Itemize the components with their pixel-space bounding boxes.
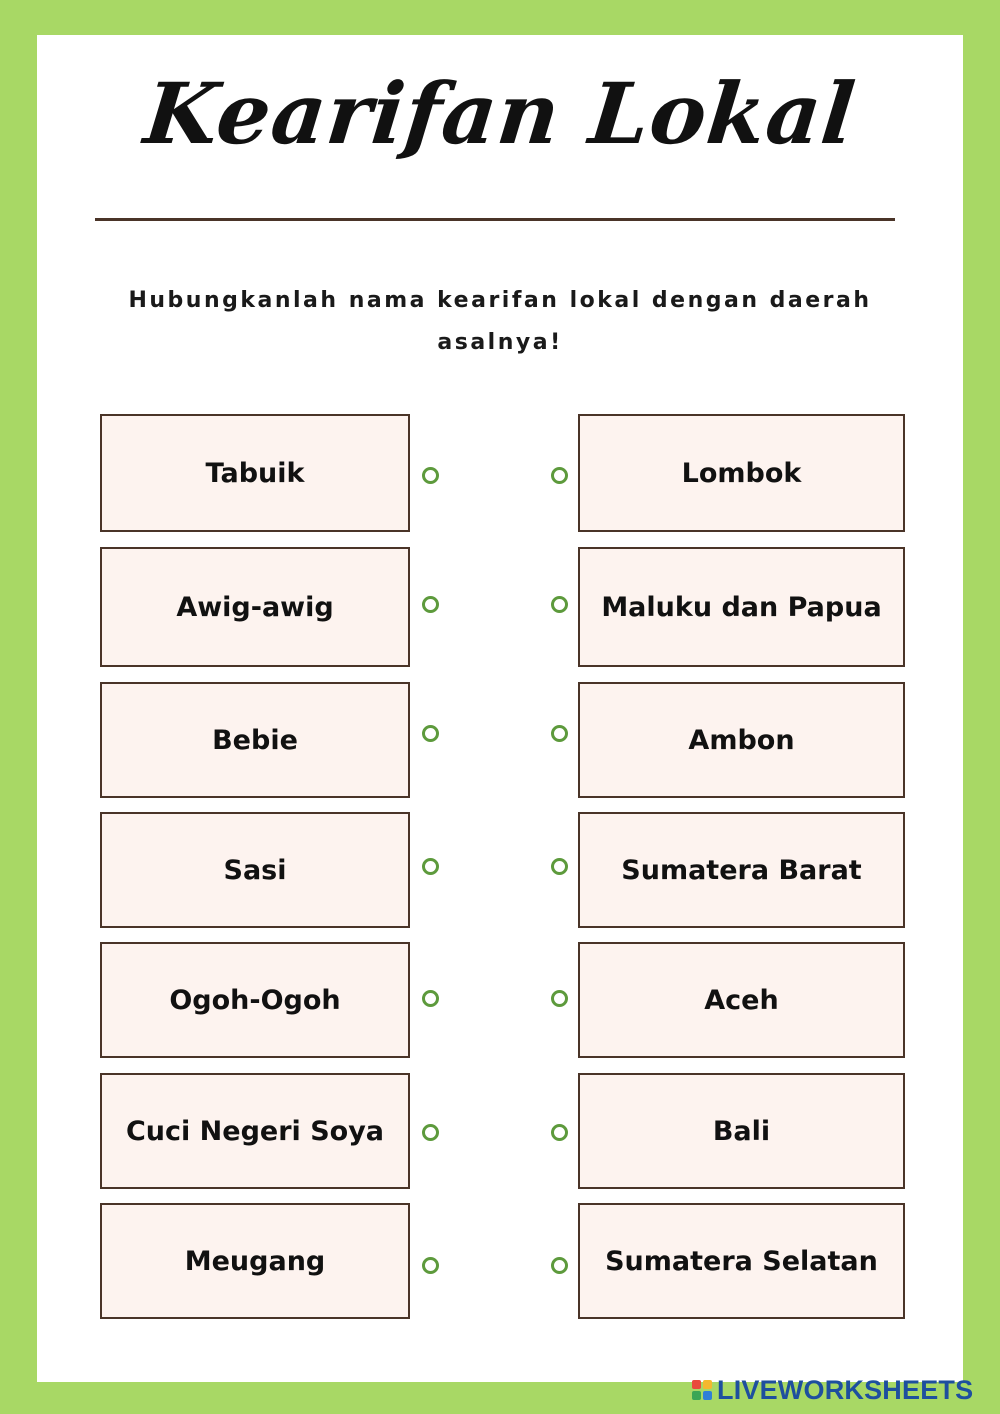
left-item-tabuik[interactable]: Tabuik xyxy=(100,414,410,532)
right-connector-dot[interactable] xyxy=(551,1124,568,1141)
left-item-cuci-negeri-soya[interactable]: Cuci Negeri Soya xyxy=(100,1073,410,1189)
right-connector-dot[interactable] xyxy=(551,467,568,484)
right-item-maluku-dan-papua[interactable]: Maluku dan Papua xyxy=(578,547,905,667)
right-item-lombok[interactable]: Lombok xyxy=(578,414,905,532)
left-connector-dot[interactable] xyxy=(422,858,439,875)
right-connector-dot[interactable] xyxy=(551,596,568,613)
left-connector-dot[interactable] xyxy=(422,990,439,1007)
title-divider xyxy=(95,218,895,221)
left-item-bebie[interactable]: Bebie xyxy=(100,682,410,798)
right-item-sumatera-barat[interactable]: Sumatera Barat xyxy=(578,812,905,928)
right-connector-dot[interactable] xyxy=(551,1257,568,1274)
left-connector-dot[interactable] xyxy=(422,467,439,484)
left-item-sasi[interactable]: Sasi xyxy=(100,812,410,928)
right-item-ambon[interactable]: Ambon xyxy=(578,682,905,798)
liveworksheets-branding xyxy=(692,1373,973,1407)
instruction-text: Hubungkanlah nama kearifan lokal dengan daerah asalnya! xyxy=(128,288,872,355)
left-connector-dot[interactable] xyxy=(422,1124,439,1141)
right-connector-dot[interactable] xyxy=(551,725,568,742)
right-connector-dot[interactable] xyxy=(551,858,568,875)
left-connector-dot[interactable] xyxy=(422,1257,439,1274)
brand-name: LIVEWORKSHEETS xyxy=(717,1374,974,1405)
left-connector-dot[interactable] xyxy=(422,725,439,742)
left-item-meugang[interactable]: Meugang xyxy=(100,1203,410,1319)
page-title: Kearifan Lokal xyxy=(139,64,861,163)
left-connector-dot[interactable] xyxy=(422,596,439,613)
right-item-sumatera-selatan[interactable]: Sumatera Selatan xyxy=(578,1203,905,1319)
liveworksheets-logo-icon xyxy=(692,1380,712,1400)
left-item-ogoh-ogoh[interactable]: Ogoh-Ogoh xyxy=(100,942,410,1058)
left-item-awig-awig[interactable]: Awig-awig xyxy=(100,547,410,667)
right-item-bali[interactable]: Bali xyxy=(578,1073,905,1189)
right-connector-dot[interactable] xyxy=(551,990,568,1007)
right-item-aceh[interactable]: Aceh xyxy=(578,942,905,1058)
